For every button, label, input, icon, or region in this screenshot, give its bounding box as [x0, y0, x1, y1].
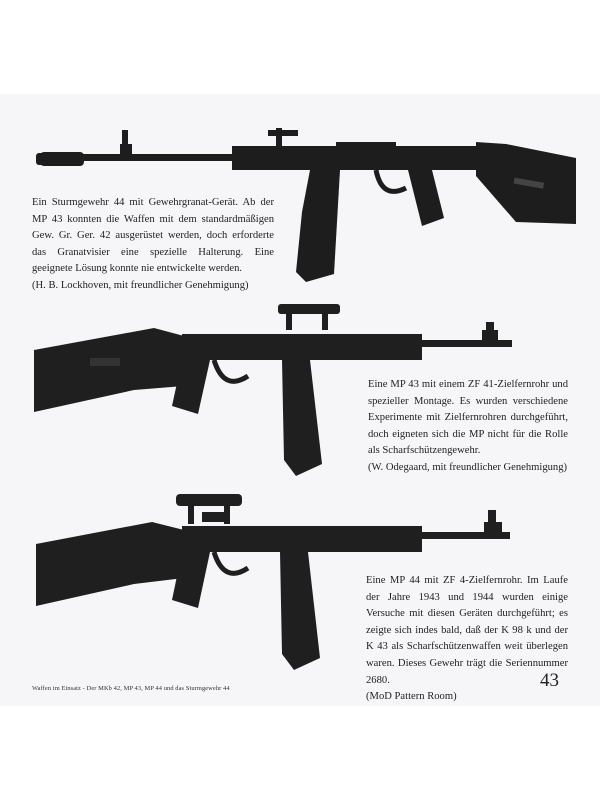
caption-credit: (MoD Pattern Room)	[366, 691, 457, 703]
caption-credit: (W. Odegaard, mit freundlicher Genehmigung)	[368, 461, 568, 473]
caption-grenade-launcher	[32, 195, 274, 295]
caption-zf4-scope	[366, 573, 568, 706]
caption-text: Eine MP 43 mit einem ZF 41-Zielfernrohr und spezieller Montage. Es wurden verschiedene Experimente mit Zielfernrohren durchgeführt, doch eigneten sich die MP nicht für die Rolle als Scharfschützengewehr.	[368, 379, 568, 457]
running-footer: Waffen im Einsatz - Der MKb 42, MP 43, MP 44 und das Sturmgewehr 44	[32, 685, 230, 692]
caption-zf41-scope	[368, 377, 568, 477]
caption-text: Ein Sturmgewehr 44 mit Gewehrgranat-Gerät. Ab der MP 43 konnten die Waffen mit dem standardmäßigen Gew. Gr. Ger. 42 ausgerüstet werden, doch erforderte das Granatvisier eine spezielle Halterung. Eine geeignete Lösung konnte nie entwickelte werden.	[32, 197, 274, 275]
caption-credit: (H. B. Lockhoven, mit freundlicher Genehmigung)	[32, 279, 249, 291]
caption-text: Eine MP 44 mit ZF 4-Zielfernrohr. Im Laufe der Jahre 1943 und 1944 wurden einige Versuche mit diesen Geräten durchgeführt; es zeigte sich indes bald, daß der K 98 k und der K 43 als Scharfschützenwaffen weit überlegen waren. Dieses Gewehr trägt die Seriennummer 2680.	[366, 575, 568, 686]
page-number: 43	[540, 670, 559, 691]
